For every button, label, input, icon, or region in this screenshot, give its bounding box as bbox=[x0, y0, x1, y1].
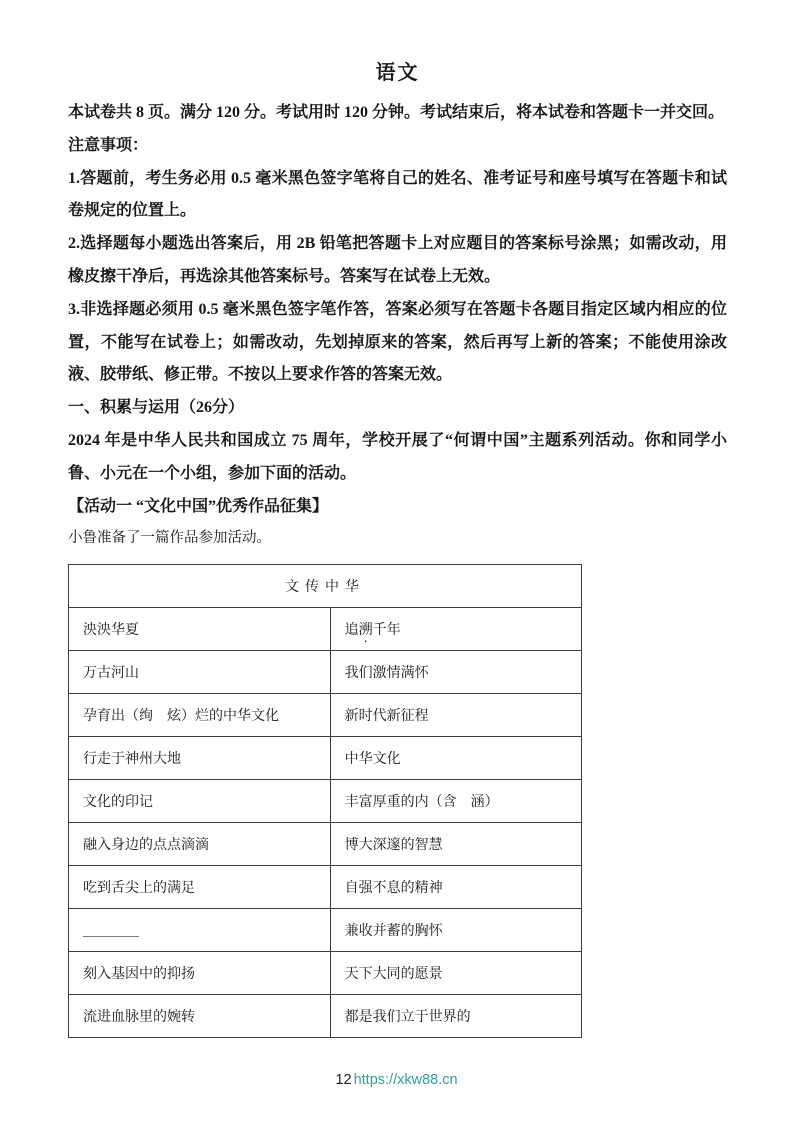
table-cell-left: 融入身边的点点滴滴 bbox=[69, 822, 331, 865]
table-cell-right: 我们激情满怀 bbox=[330, 650, 581, 693]
table-cell-right: 天下大同的愿景 bbox=[330, 951, 581, 994]
table-title-cell: 文传中华 bbox=[69, 564, 582, 607]
table-row bbox=[69, 607, 582, 650]
works-table bbox=[68, 564, 582, 1038]
instruction-3: 3.非选择题必须用 0.5 毫米黑色签字笔作答，答案必须写在答题卡各题目指定区域内相应的位置，不能写在试卷上；如需改动，先划掉原来的答案，然后再写上新的答案；不能使用涂改液、胶带纸、修正带。不按以上要求作答的答案无效。 bbox=[68, 300, 727, 384]
table-header-row bbox=[69, 564, 582, 607]
table-cell-right: 都是我们立于世界的 bbox=[330, 994, 581, 1037]
context-paragraph: 2024 年是中华人民共和国成立 75 周年，学校开展了“何谓中国”主题系列活动。你和同学小鲁、小元在一个小组，参加下面的活动。 bbox=[68, 431, 727, 482]
site-link[interactable]: https://xkw88.cn bbox=[353, 1072, 458, 1088]
table-row bbox=[69, 822, 582, 865]
table-row bbox=[69, 736, 582, 779]
table-cell-left: 文化的印记 bbox=[69, 779, 331, 822]
table-cell-right: 自强不息的精神 bbox=[330, 865, 581, 908]
table-row bbox=[69, 994, 582, 1037]
page-title: 语文 bbox=[375, 62, 420, 84]
table-cell-right: 新时代新征程 bbox=[330, 693, 581, 736]
page-footer bbox=[0, 1072, 793, 1088]
works-table-head bbox=[69, 564, 582, 607]
activity-lead-in: 小鲁准备了一篇作品参加活动。 bbox=[68, 530, 271, 547]
table-cell-right: 追溯千年 bbox=[330, 607, 581, 650]
table-cell-left: ＿＿＿＿ bbox=[69, 908, 331, 951]
page-number: 12 bbox=[335, 1072, 352, 1088]
table-row bbox=[69, 693, 582, 736]
instruction-2: 2.选择题每小题选出答案后，用 2B 铅笔把答题卡上对应题目的答案标号涂黑；如需改动，用橡皮擦干净后，再选涂其他答案标号。答案写在试卷上无效。 bbox=[68, 235, 727, 285]
table-row bbox=[69, 650, 582, 693]
table-row bbox=[69, 779, 582, 822]
table-cell-left: 流进血脉里的婉转 bbox=[69, 994, 331, 1037]
exam-info-paragraph: 本试卷共 8 页。满分 120 分。考试用时 120 分钟。考试结束后，将本试卷和答题卡一并交回。 bbox=[68, 104, 725, 121]
emphasis-dot-char: 溯 bbox=[358, 622, 373, 638]
table-row bbox=[69, 865, 582, 908]
table-cell-left: 孕育出（绚 炫）烂的中华文化 bbox=[69, 693, 331, 736]
table-cell-left: 万古河山 bbox=[69, 650, 331, 693]
notice-heading: 注意事项： bbox=[68, 136, 149, 154]
instruction-1: 1.答题前，考生务必用 0.5 毫米黑色签字笔将自己的姓名、准考证号和座号填写在答题卡和试卷规定的位置上。 bbox=[68, 169, 727, 220]
table-cell-right: 博大深邃的智慧 bbox=[330, 822, 581, 865]
table-cell-left: 吃到舌尖上的满足 bbox=[69, 865, 331, 908]
table-cell-left: 行走于神州大地 bbox=[69, 736, 331, 779]
table-cell-left: 刻入基因中的抑扬 bbox=[69, 951, 331, 994]
table-row bbox=[69, 908, 582, 951]
section-heading: 一、积累与运用（26分） bbox=[68, 399, 245, 417]
table-cell-right: 兼收并蓄的胸怀 bbox=[330, 908, 581, 951]
table-cell-right: 中华文化 bbox=[330, 736, 581, 779]
table-cell-right: 丰富厚重的内（含 涵） bbox=[330, 779, 581, 822]
table-body bbox=[69, 607, 582, 1037]
activity-heading: 【活动一 “文化中国”优秀作品征集】 bbox=[68, 497, 329, 515]
table-cell-left: 泱泱华夏 bbox=[69, 607, 331, 650]
table-row bbox=[69, 951, 582, 994]
